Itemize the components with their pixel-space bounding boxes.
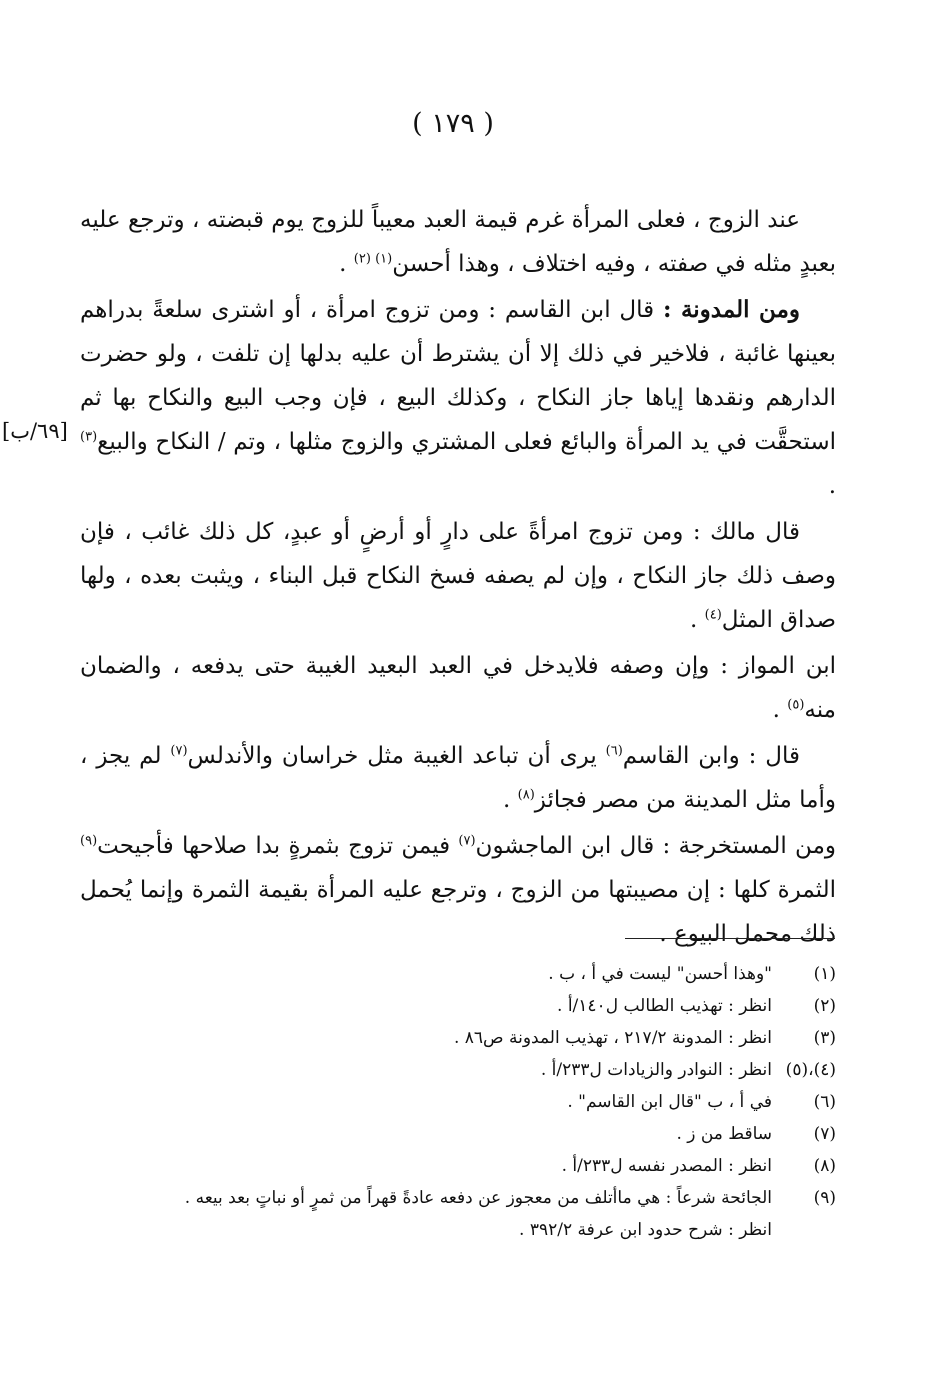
paragraph-text: قال : وابن القاسم: [622, 743, 800, 769]
paragraph-text: فيمن تزوج بثمرةٍ بدا صلاحها فأجيحت: [97, 833, 459, 859]
footnote-marker: (٥): [787, 697, 805, 713]
footnote-marker: (٤): [704, 607, 722, 623]
footnote-marker: (٩): [80, 833, 98, 849]
footnote-number: (٦): [813, 1092, 836, 1112]
footnote-marker: (٣): [80, 429, 98, 445]
footnote-6: [120, 1086, 836, 1118]
footnote-number: (٤)،(٥): [785, 1060, 836, 1080]
paragraph-text: .: [772, 697, 788, 723]
footnote-7: [120, 1118, 836, 1150]
footnote-number: (٧): [813, 1124, 836, 1144]
paragraph-text: .: [828, 473, 836, 499]
paragraph-text: يرى أن تباعد الغيبة مثل خراسان والأندلس: [187, 743, 606, 769]
margin-folio-reference: [٦٩/ب]: [2, 419, 68, 443]
footnote-9: [120, 1182, 836, 1214]
footnote-text: انظر : المدونة ٢١٧/٢ ، تهذيب المدونة ص٨٦ .: [453, 1028, 772, 1048]
page-number: ( ١٧٩ ): [412, 108, 494, 139]
paragraph-text: لم يجز ، وأما مثل المدينة من مصر فجائز: [80, 743, 836, 813]
footnote-number: (٩): [813, 1188, 836, 1208]
footnote-number: (٨): [813, 1156, 836, 1176]
paragraph-lead: ومن المدونة :: [662, 296, 800, 323]
footnote-3: [120, 1022, 836, 1054]
footnote-9-continuation: انظر : شرح حدود ابن عرفة ٣٩٢/٢ .: [519, 1220, 772, 1240]
footnote-text: انظر : تهذيب الطالب ل١٤٠/أ .: [557, 996, 772, 1016]
footnote-separator: [625, 938, 835, 939]
paragraph-text: .: [690, 607, 705, 633]
footnote-marker: (٧): [170, 743, 188, 759]
paragraph-4: [80, 644, 836, 732]
paragraph-3: [80, 510, 836, 642]
footnote-text: الجائحة شرعاً : هي ماأتلف من معجوز عن دفعه عادةً قهراً من ثمرٍ أو نباتٍ بعد بيعه .: [184, 1188, 772, 1208]
paragraph-5: [80, 734, 836, 822]
paragraph-text: قال مالك : ومن تزوج امرأةً على دارٍ أو أرضٍ أو عبدٍ، كل ذلك غائب ، فإن وصف ذلك جاز النكاح ، وإن لم يصفه فسخ النكاح قبل البناء ، ويثبت بعده ، ولها صداق المثل: [80, 519, 836, 633]
footnote-number: (٣): [813, 1028, 836, 1048]
footnote-text: "وهذا أحسن" ليست في أ ، ب .: [548, 964, 772, 984]
footnote-marker: (١) (٢): [353, 251, 393, 267]
paragraph-text: عند الزوج ، فعلى المرأة غرم قيمة العبد معيباً للزوج يوم قبضته ، وترجع عليه بعبدٍ مثله في صفته ، وفيه اختلاف ، وهذا أحسن: [80, 207, 836, 277]
paragraph-text: قال ابن القاسم : ومن تزوج امرأة ، أو اشترى سلعةً بدراهم بعينها غائبة ، فلاخير في ذلك إلا أن يشترط أن عليه بدلها إن تلفت ، ولو حضرت الدارهم ونقدها إياها جاز النكاح ، وكذلك البيع ، فإن وجب البيع والنكاح بها ثم استحقَّت في يد المرأة والبائع فعلى المشتري والزوج مثلها ، وتم / النكاح والبيع: [80, 297, 836, 455]
paragraph-text: .: [503, 787, 518, 813]
footnote-4-5: [120, 1054, 836, 1086]
footnote-number: (٢): [813, 996, 836, 1016]
paragraph-text: .: [339, 251, 354, 277]
footnote-2: [120, 990, 836, 1022]
paragraph-text: الثمرة كلها : إن مصيبتها من الزوج ، وترجع عليه المرأة بقيمة الثمرة وإنما يُحمل ذلك محمل البيوع .: [80, 877, 836, 947]
footnote-text: في أ ، ب "قال ابن القاسم" .: [567, 1092, 772, 1112]
footnote-marker: (٦): [605, 743, 623, 759]
paragraph-text: ابن المواز : وإن وصفه فلايدخل في العبد البعيد الغيبة حتى يدفعه ، والضمان منه: [80, 653, 836, 723]
footnote-marker: (٧): [458, 833, 476, 849]
footnote-text: انظر : النوادر والزيادات ل٢٣٣/أ .: [540, 1060, 772, 1080]
footnote-text: ساقط من ز .: [676, 1124, 772, 1144]
paragraph-2: [80, 288, 836, 508]
main-text: [80, 198, 836, 958]
footnote-marker: (٨): [517, 787, 535, 803]
footnotes: [120, 958, 836, 1246]
paragraph-text: ومن المستخرجة : قال ابن الماجشون: [475, 833, 836, 859]
footnote-8: [120, 1150, 836, 1182]
paragraph-1: [80, 198, 836, 286]
paragraph-6: [80, 824, 836, 956]
footnote-text: انظر : المصدر نفسه ل٢٣٣/أ .: [561, 1156, 772, 1176]
footnote-number: (١): [813, 964, 836, 984]
footnote-1: [120, 958, 836, 990]
